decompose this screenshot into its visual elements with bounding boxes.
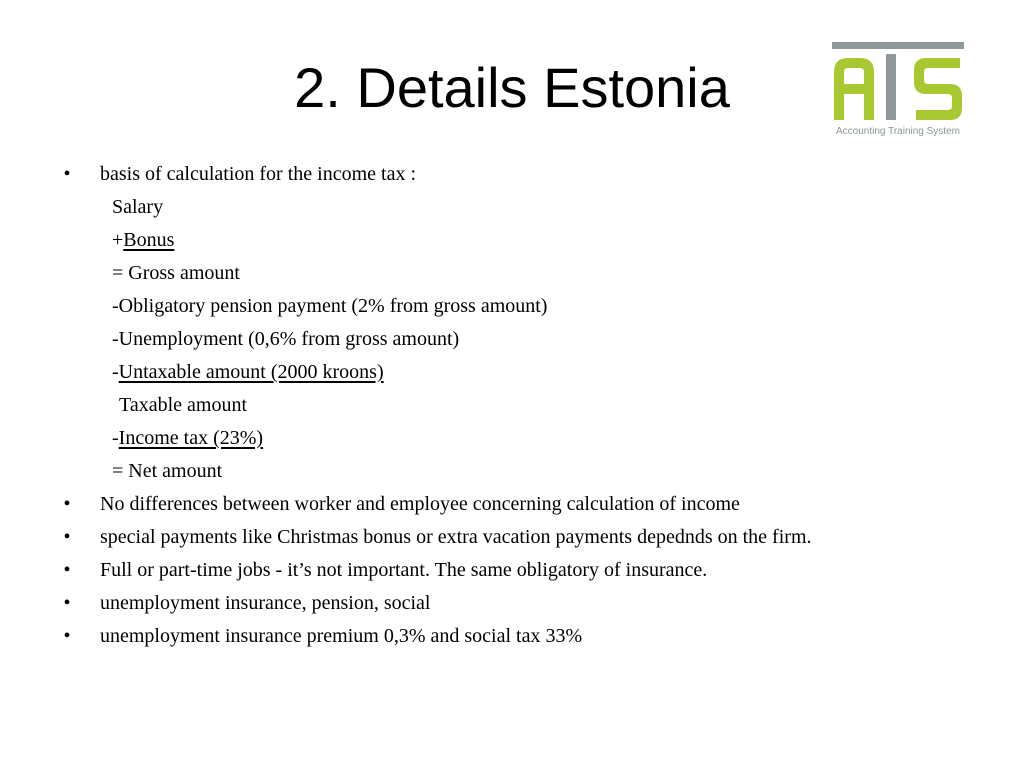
sub-text: [112, 422, 263, 455]
sub-underlined: Income tax (23%): [118, 427, 264, 449]
sub-text: Salary: [112, 196, 164, 218]
bullet-text: Full or part-time jobs - it’s not important. The same obligatory of insurance.: [100, 559, 708, 581]
bullet-text: special payments like Christmas bonus or extra vacation payments depednds on the firm.: [100, 526, 812, 548]
bullet-dot: •: [63, 625, 71, 647]
sub-text: = Net amount: [112, 460, 223, 482]
bullet-text: unemployment insurance premium 0,3% and social tax 33%: [100, 625, 583, 647]
sub-prefix: +: [112, 229, 124, 251]
logo-caption: Accounting Training System: [836, 126, 960, 137]
slide-title: 2. Details Estonia: [294, 56, 730, 119]
bullet-text: No differences between worker and employee concerning calculation of income: [100, 493, 740, 515]
sub-underlined: Bonus: [123, 229, 175, 251]
bullet-dot: •: [63, 559, 71, 581]
bullet-text: basis of calculation for the income tax :: [100, 163, 417, 185]
sub-text: = Gross amount: [112, 262, 240, 284]
sub-prefix: -: [112, 427, 119, 449]
sub-text: Taxable amount: [119, 394, 247, 416]
sub-text: -Unemployment (0,6% from gross amount): [112, 328, 460, 350]
sub-text: [112, 356, 384, 389]
sub-text: [112, 224, 174, 257]
bullet-dot: •: [63, 526, 71, 548]
sub-prefix: -: [112, 361, 119, 383]
bullet-dot: •: [63, 592, 71, 614]
bullet-dot: •: [63, 493, 71, 515]
sub-text: -Obligatory pension payment (2% from gross amount): [112, 295, 548, 317]
bullet-text: unemployment insurance, pension, social: [100, 592, 431, 614]
sub-underlined: Untaxable amount (2000 kroons): [118, 361, 384, 383]
bullet-dot: •: [63, 163, 71, 185]
